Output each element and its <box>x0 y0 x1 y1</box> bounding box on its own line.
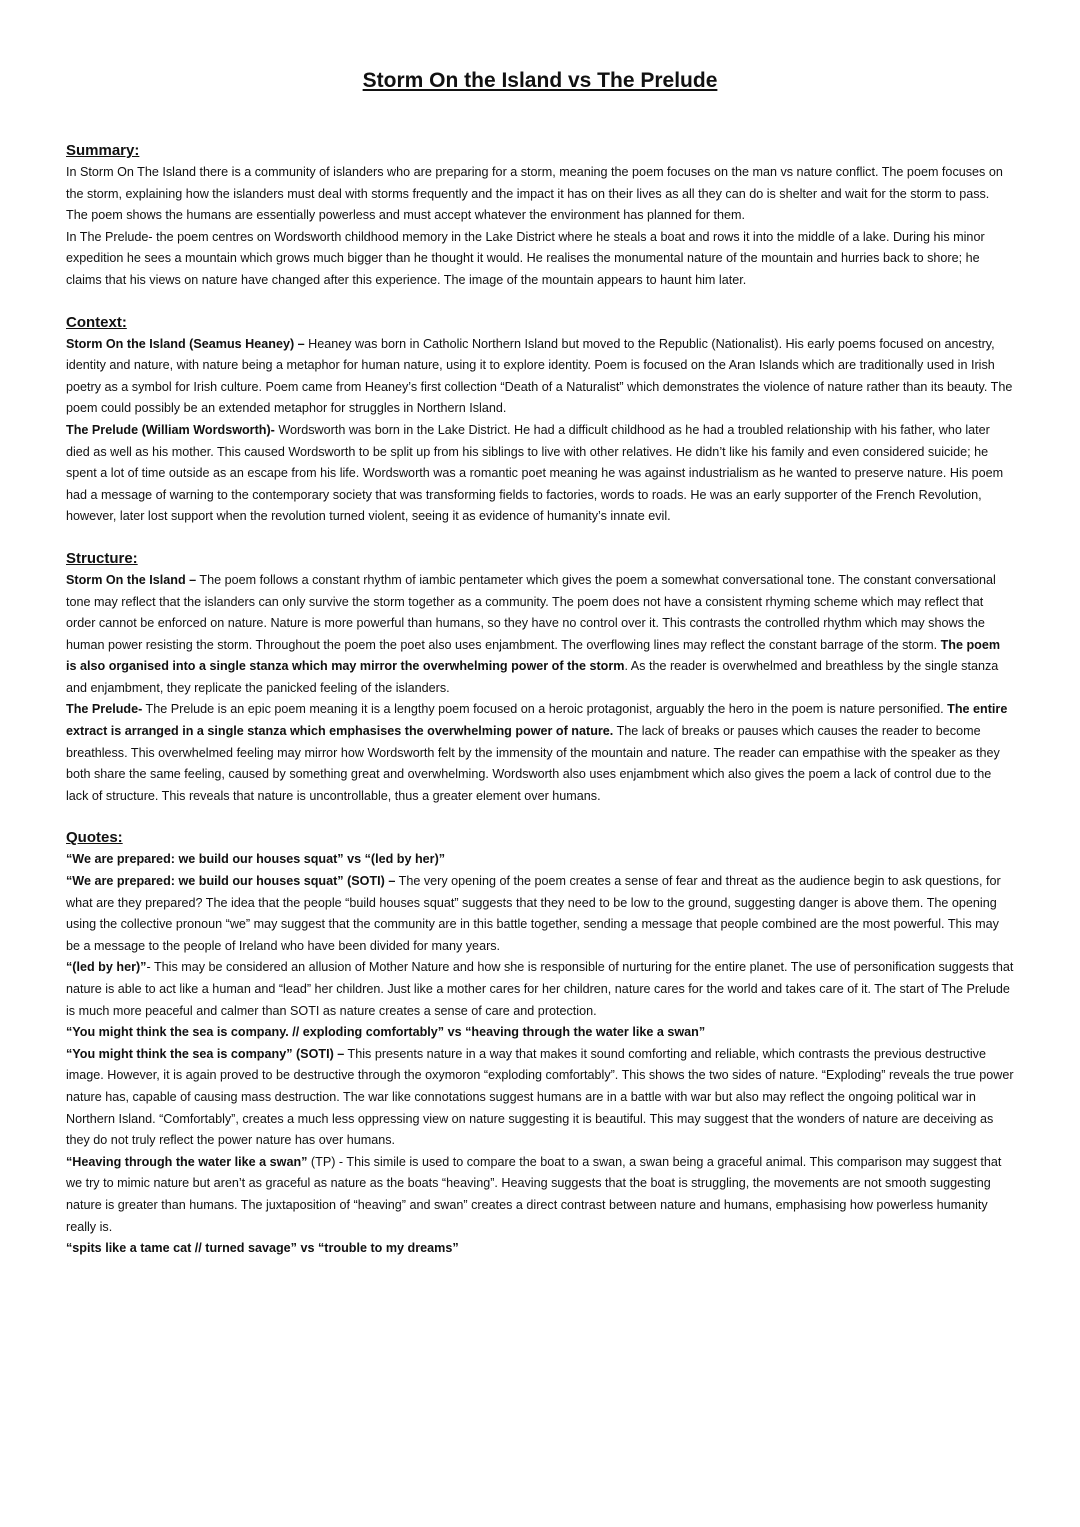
context-paragraph-soti <box>66 334 1014 420</box>
quotes-section <box>66 827 1014 1259</box>
quote-2b-label: “Heaving through the water like a swan” <box>66 1154 308 1169</box>
quote-1a-label: “We are prepared: we build our houses squat” (SOTI) – <box>66 874 396 889</box>
summary-paragraph-soti: In Storm On The Island there is a community of islanders who are preparing for a storm, meaning the poem focuses on the man vs nature conflict. The poem focuses on the storm, explaining how the islanders must deal with storms frequently and the impact it has on their lives as all they can do is shelter and wait for the storm to pass. The poem shows the humans are essentially powerless and must accept whatever the environment has planned for them. <box>66 165 1003 223</box>
context-prelude-text: Wordsworth was born in the Lake District. He had a difficult childhood as he had a troubled relationship with his father, who later died as well as his mother. This caused Wordsworth to be split up from his siblings to live with other relatives. He didn’t like his family and even considered suicide; he spent a lot of time outside as an escape from his life. Wordsworth was a romantic poet meaning he was against industrialism as he wanted to preserve nature. His poem had a message of warning to the contemporary society that was transforming fields to factories, words to roads. He was an early supporter of the French Revolution, however, later lost support when the revolution turned violent, seeing it as evidence of humanity’s innate evil. <box>66 422 1004 524</box>
quotes-heading: Quotes: <box>66 829 123 847</box>
structure-soti-bold: The poem is also organised into a single stanza which may mirror the overwhelming power of the storm <box>66 637 1001 674</box>
summary-paragraph-prelude: In The Prelude- the poem centres on Wordsworth childhood memory in the Lake District where he steals a boat and rows it into the middle of a lake. During his minor expedition he sees a mountain which grows much bigger than he thought it would. He realises the monumental nature of the mountain and hurries back to shore; he claims that his views on nature have changed after this experience. The image of the mountain appears to haunt him later. <box>66 229 985 287</box>
structure-prelude-text-a: The Prelude is an epic poem meaning it is a lengthy poem focused on a heroic protagonist, arguably the hero in the poem is nature personified. <box>142 702 948 717</box>
context-soti-label: Storm On the Island (Seamus Heaney) – <box>66 336 305 351</box>
summary-heading: Summary: <box>66 142 140 159</box>
structure-prelude-bold: The entire extract is arranged in a single stanza which emphasises the overwhelming power of nature. <box>66 702 1008 739</box>
quote-pair-3-header <box>66 1238 1014 1260</box>
quote-1b-text: - This may be considered an allusion of Mother Nature and how she is responsible of nurturing for the entire planet. The use of personification suggests that nature is able to act like a human and “lead” her children. Just like a mother cares for her children, nature cares for the world and takes care of it. The start of The Prelude is much more peaceful and calmer than SOTI as nature creates a sense of care and protection. <box>66 960 1014 1018</box>
structure-prelude-text-b: The lack of breaks or pauses which causes the reader to become breathless. This overwhelmed feeling may mirror how Wordsworth felt by the immensity of the mountain and nature. The reader can empathise with the speaker as they both share the same feeling, caused by something great and overwhelming. Wordsworth also uses enjambment which also gives the poem a lack of control due to the lack of structure. This reveals that nature is uncontrollable, thus a greater element over humans. <box>66 724 1000 803</box>
context-paragraph-prelude <box>66 420 1014 528</box>
summary-section <box>66 140 1014 292</box>
structure-heading: Structure: <box>66 549 138 567</box>
quote-2a-label: “You might think the sea is company” (SOTI) – <box>66 1046 345 1061</box>
quote-2a-paragraph <box>66 1044 1014 1152</box>
quote-1a-paragraph <box>66 871 1014 957</box>
quote-2a-text: This presents nature in a way that makes it sound comforting and reliable, which contrasts the previous destructive image. However, it is again proved to be destructive through the oxymoron “exploding comfortably”. This shows the two sides of nature. “Exploding” reveals the true power nature has, capable of causing mass destruction. The war like connotations suggest humans are in a battle with war but also may reflect the ongoing political war in Northern Island. “Comfortably”, creates a much less oppressing view on nature suggesting it is beautiful. This may suggest that the wonders of nature are deceiving as they do not truly reflect the power nature has over humans. <box>66 1046 1014 1148</box>
page-title: Storm On the Island vs The Prelude <box>362 69 718 92</box>
quote-pair-3-text: “spits like a tame cat // turned savage” vs “trouble to my dreams” <box>66 1241 459 1256</box>
structure-section <box>66 548 1014 808</box>
context-section <box>66 312 1014 528</box>
structure-soti-text-b: . As the reader is overwhelmed and breathless by the single stanza and enjambment, they replicate the panicked feeling of the islanders. <box>66 659 999 695</box>
structure-paragraph-prelude <box>66 699 1014 807</box>
quote-pair-2-header <box>66 1022 1014 1044</box>
structure-soti-label: Storm On the Island – <box>66 572 197 587</box>
quote-1a-text: The very opening of the poem creates a sense of fear and threat as the audience begin to ask questions, for what are they prepared? The idea that the people “build houses squat” suggests that they need to be low to the ground, suggesting danger is above them. The opening using the collective pronoun “we” may suggest that the community are in this battle together, sending a message that people combined are the most powerful. This may be a message to the people of Ireland who have been divided for many years. <box>66 874 1001 953</box>
context-heading: Context: <box>66 313 127 331</box>
quote-pair-2-text: “You might think the sea is company. // exploding comfortably” vs “heaving through the water like a swan” <box>66 1025 706 1040</box>
context-prelude-label: The Prelude (William Wordsworth)- <box>66 422 275 437</box>
quote-pair-1-header <box>66 849 1014 871</box>
structure-paragraph-soti <box>66 570 1014 700</box>
quote-1b-paragraph <box>66 957 1014 1022</box>
quote-2b-paragraph <box>66 1152 1014 1238</box>
structure-prelude-label: The Prelude- <box>66 702 143 717</box>
context-soti-text: Heaney was born in Catholic Northern Island but moved to the Republic (Nationalist). His early poems focused on ancestry, identity and nature, with nature being a metaphor for human nature, using it to explore identity. Poem is focused on the Aran Islands which are traditionally used in Irish poetry as a symbol for Irish culture. Poem came from Heaney’s first collection “Death of a Naturalist” which demonstrates the violence of nature rather than its beauty. The poem could possibly be an extended metaphor for struggles in Northern Island. <box>66 336 1013 416</box>
quote-1b-label: “(led by her)” <box>66 960 147 975</box>
quote-2b-text: (TP) - This simile is used to compare the boat to a swan, a swan being a graceful animal. This comparison may suggest that we try to mimic nature but aren’t as graceful as nature as the boats “heaving”. Heaving suggests that the boat is struggling, the movements are not smooth suggesting nature is greater than humans. The juxtaposition of “heaving” and swan” creates a direct contrast between nature and humans, emphasising how powerless humanity really is. <box>66 1154 1002 1234</box>
quote-pair-1-text: “We are prepared: we build our houses squat” vs “(led by her)” <box>66 852 446 867</box>
structure-soti-text-a: The poem follows a constant rhythm of iambic pentameter which gives the poem a somewhat conversational tone. The constant conversational tone may reflect that the islanders can only survive the storm together as a community. The poem does not have a consistent rhyming scheme which may reflect that order cannot be enforced on nature. Nature is more powerful than humans, so they have no control over it. This contrasts the controlled rhythm which may shows the human power resisting the storm. Throughout the poem the poet also uses enjambment. The overflowing lines may reflect the constant barrage of the storm. <box>66 572 996 652</box>
